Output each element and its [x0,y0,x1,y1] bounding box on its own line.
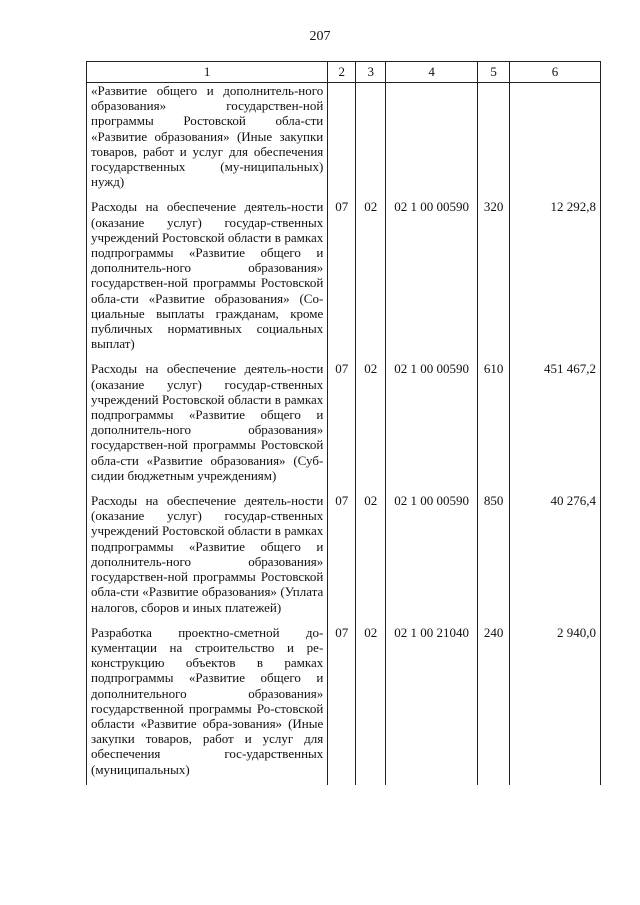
amount-value [510,83,601,198]
subsection-code: 02 [356,623,386,785]
amount-value: 40 276,4 [510,491,601,623]
target-article-code: 02 1 00 00590 [386,197,478,359]
column-header-6: 6 [510,62,601,83]
section-code [328,83,356,198]
expense-type-code: 240 [478,623,510,785]
section-code: 07 [328,623,356,785]
table-row [87,359,601,491]
amount-value: 451 467,2 [510,359,601,491]
expense-type-code: 610 [478,359,510,491]
target-article-code: 02 1 00 00590 [386,491,478,623]
target-article-code: 02 1 00 00590 [386,359,478,491]
expense-type-code: 850 [478,491,510,623]
column-header-4: 4 [386,62,478,83]
section-code: 07 [328,359,356,491]
section-code: 07 [328,197,356,359]
table-header-row [87,62,601,83]
row-description: Расходы на обеспечение деятель-ности (оказание услуг) государ-ственных учреждений Ростовской области в рамках подпрограммы «Развитие общего и дополнитель-ного образования» государствен-ной программы Ростовской обла-сти «Развитие образования» (Уплата налогов, сборов и иных платежей) [87,491,328,623]
column-header-3: 3 [356,62,386,83]
column-header-1: 1 [87,62,328,83]
target-article-code [386,83,478,198]
column-header-2: 2 [328,62,356,83]
subsection-code [356,83,386,198]
target-article-code: 02 1 00 21040 [386,623,478,785]
row-description: «Развитие общего и дополнитель-ного образования» государствен-ной программы Ростовской обла-сти «Развитие образования» (Иные закупки товаров, работ и услуг для обеспечения государственных (му-ниципальных) нужд) [87,83,328,198]
amount-value: 2 940,0 [510,623,601,785]
table-row [87,83,601,198]
subsection-code: 02 [356,491,386,623]
expense-type-code: 320 [478,197,510,359]
row-description: Расходы на обеспечение деятель-ности (оказание услуг) государ-ственных учреждений Ростовской области в рамках подпрограммы «Развитие общего и дополнитель-ного образования» государствен-ной программы Ростовской обла-сти «Развитие образования» (Со-циальные выплаты гражданам, кроме публичных нормативных социальных выплат) [87,197,328,359]
table-row [87,197,601,359]
table-row [87,491,601,623]
table-row [87,623,601,785]
row-description: Разработка проектно-сметной до-кументации на строительство и ре-конструкцию объектов в рамках подпрограммы «Развитие общего и дополнительного образования» государственной программы Ро-стовской области «Развитие обра-зования» (Иные закупки товаров, работ и услуг для обеспечения гос-ударственных (муниципальных) [87,623,328,785]
subsection-code: 02 [356,197,386,359]
section-code: 07 [328,491,356,623]
column-header-5: 5 [478,62,510,83]
subsection-code: 02 [356,359,386,491]
amount-value: 12 292,8 [510,197,601,359]
budget-table [86,61,601,785]
row-description: Расходы на обеспечение деятель-ности (оказание услуг) государ-ственных учреждений Ростовской области в рамках подпрограммы «Развитие общего и дополнитель-ного образования» государствен-ной программы Ростовской обла-сти «Развитие образования» (Суб-сидии бюджетным учреждениям) [87,359,328,491]
expense-type-code [478,83,510,198]
page-number: 207 [309,29,331,44]
